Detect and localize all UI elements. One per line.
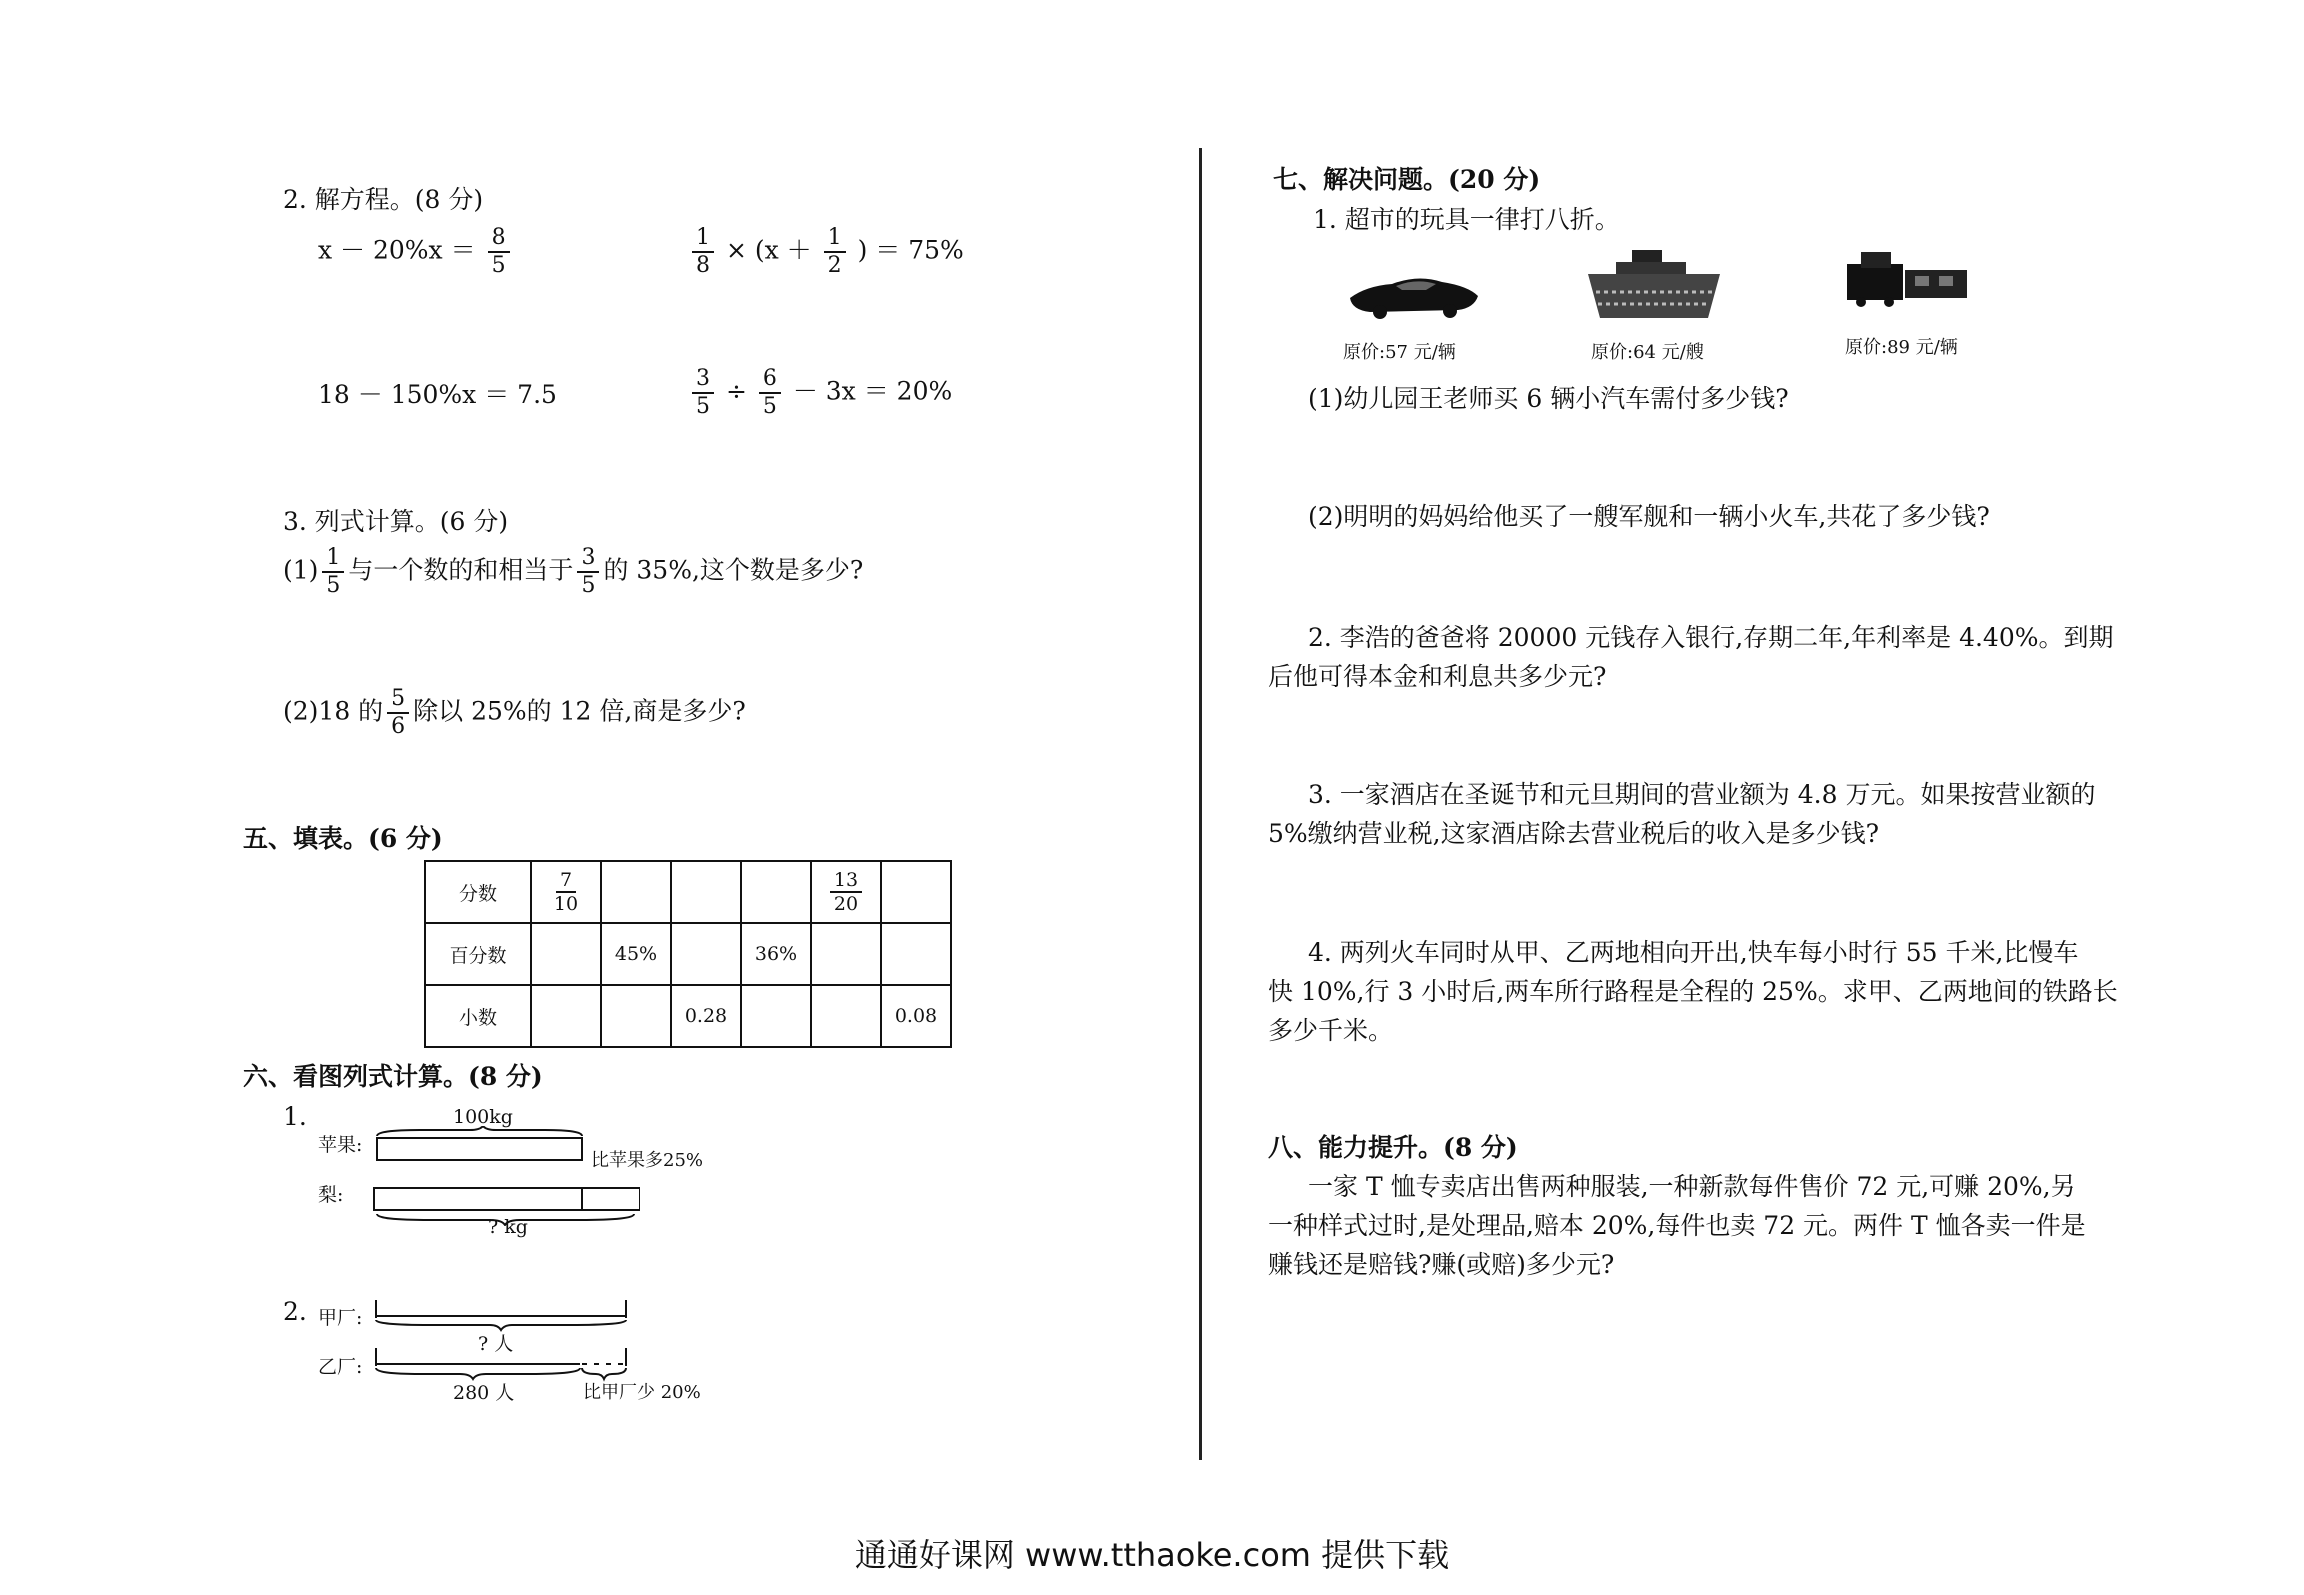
eq1-lhs: x － 20%x ＝ [318,235,476,265]
diagram-2-bars [370,1298,640,1388]
eq1-fraction: $\frac{8}{5}$ [488,225,510,279]
table-cell: 0.08 [881,985,951,1047]
price-ship: 原价:64 元/艘 [1591,342,1704,363]
table-cell [741,861,811,923]
table-cell [531,985,601,1047]
toy-train-image [1843,250,1973,308]
eq4-fraction-1: $\frac{3}{5}$ [692,366,714,420]
table-cell [881,923,951,985]
factory-b-label: 乙厂: [318,1356,363,1378]
section-7-title: 七、解决问题。(20 分) [1273,165,1541,194]
toy-car-image [1346,268,1482,322]
eq4-div: ÷ [725,376,747,406]
row-label: 小数 [425,985,531,1047]
section-8-title: 八、能力提升。(8 分) [1268,1133,1518,1162]
problem-4-line-3: 多少千米。 [1268,1016,1394,1045]
section-6-title: 六、看图列式计算。(8 分) [243,1062,543,1091]
eq4-fraction-2: $\frac{6}{5}$ [759,366,781,420]
fill-table [424,860,952,1048]
equation-2 [688,225,964,279]
table-row-percent [425,923,951,985]
table-cell: $\frac{7}{10}$ [531,861,601,923]
factory-a-label: 甲厂: [318,1307,363,1329]
eq2-fraction-2: $\frac{1}{2}$ [824,225,846,279]
table-row-fraction [425,861,951,923]
diagram-1-note: 比苹果多25% [591,1150,704,1171]
problem-2-line-1: 2. 李浩的爸爸将 20000 元钱存入银行,存期二年,年利率是 4.40%。到期 [1308,623,2114,652]
diagram-1-bottom-label: ? kg [488,1216,528,1238]
table-cell: 0.28 [671,985,741,1047]
toy-ship-image [1586,248,1722,322]
diagram-1-number: 1. [283,1102,307,1131]
problem-8-line-2: 一种样式过时,是处理品,赔本 20%,每件也卖 72 元。两件 T 恤各卖一件是 [1268,1211,2086,1240]
problem-8-line-3: 赚钱还是赔钱?赚(或赔)多少元? [1268,1250,1615,1279]
equation-1 [318,225,514,279]
problem-2-line-2: 后他可得本金和利息共多少元? [1268,662,1607,691]
q2-title: 2. 解方程。(8 分) [283,185,484,214]
price-car: 原价:57 元/辆 [1343,342,1456,363]
table-cell [881,861,951,923]
diagram-1-top-label: 100kg [453,1106,513,1128]
diagram-2-note: 比甲厂少 20% [583,1382,701,1403]
q3-2: (2)18 的 $\frac{5}{6}$ 除以 25%的 12 倍,商是多少? [283,686,746,739]
table-cell [741,985,811,1047]
table-cell: $\frac{13}{20}$ [811,861,881,923]
table-cell [671,923,741,985]
table-cell [671,861,741,923]
table-cell [531,923,601,985]
eq2-rhs: ) ＝ 75% [857,235,964,265]
equation-4 [688,366,952,420]
q3-1-fraction-2: $\frac{3}{5}$ [577,545,599,599]
table-row-decimal [425,985,951,1047]
problem-8-line-1: 一家 T 恤专卖店出售两种服装,一种新款每件售价 72 元,可赚 20%,另 [1308,1172,2076,1201]
q3-1: (1) $\frac{1}{5}$ 与一个数的和相当于 $\frac{3}{5}$ 的 35%,这个数是多少? [283,545,864,598]
table-cell: 45% [601,923,671,985]
eq2-fraction-1: $\frac{1}{8}$ [692,225,714,279]
page-divider [1199,148,1202,1460]
q3-title: 3. 列式计算。(6 分) [283,507,509,536]
problem-3-line-2: 5%缴纳营业税,这家酒店除去营业税后的收入是多少钱? [1268,819,1880,848]
problem-4-line-2: 快 10%,行 3 小时后,两车所行路程是全程的 25%。求甲、乙两地间的铁路长 [1268,977,2118,1006]
diagram-2-number: 2. [283,1297,307,1326]
eq4-rhs: － 3x ＝ 20% [792,376,953,406]
table-cell: 36% [741,923,811,985]
table-cell [811,985,881,1047]
table-cell [811,923,881,985]
diagram-1-bars [370,1126,640,1226]
row-label: 分数 [425,861,531,923]
problem-1-1: (1)幼儿园王老师买 6 辆小汽车需付多少钱? [1308,384,1789,413]
apple-label: 苹果: [318,1134,363,1156]
row-label: 百分数 [425,923,531,985]
diagram-2-bottom-label: 280 人 [453,1382,515,1404]
q3-1-fraction-1: $\frac{1}{5}$ [322,545,344,599]
problem-3-line-1: 3. 一家酒店在圣诞节和元旦期间的营业额为 4.8 万元。如果按营业额的 [1308,780,2096,809]
pear-label: 梨: [318,1184,344,1206]
diagram-2-mid-label: ? 人 [478,1333,514,1355]
section-5-title: 五、填表。(6 分) [243,824,443,853]
table-cell [601,861,671,923]
footer-watermark: 通通好课网 www.tthaoke.com 提供下载 [854,1536,1450,1574]
problem-4-line-1: 4. 两列火车同时从甲、乙两地相向开出,快车每小时行 55 千米,比慢车 [1308,938,2079,967]
problem-1: 1. 超市的玩具一律打八折。 [1313,205,1620,234]
price-train: 原价:89 元/辆 [1845,337,1958,358]
table-cell [601,985,671,1047]
problem-1-2: (2)明明的妈妈给他买了一艘军舰和一辆小火车,共花了多少钱? [1308,502,1990,531]
eq2-mid: × (x ＋ [725,235,812,265]
q3-2-fraction: $\frac{5}{6}$ [387,686,409,740]
equation-3: 18 － 150%x ＝ 7.5 [318,380,557,409]
